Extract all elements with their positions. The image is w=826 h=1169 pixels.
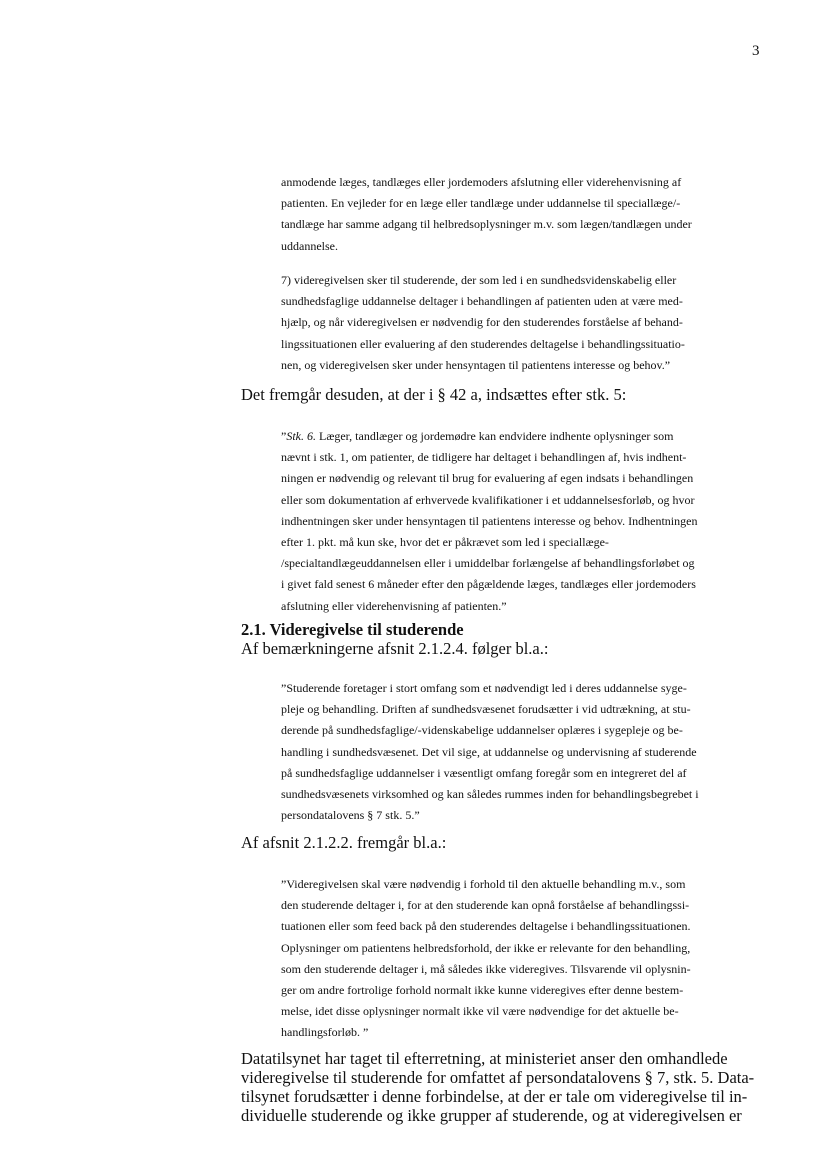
stk-6-text: Læger, tandlæger og jordemødre kan endvidere indhente oplysninger som nævnt i stk. 1, om patienter, de tidligere har deltaget i behandlingen af, hvis indhent- ningen er nødvendig og relevant til brug for evaluering af egen indsats i behandlingen eller som dokumentation af erhvervede kvalifikationer i et uddannelsesforløb, og hvor indhentningen sker under hensyntagen til patientens interesse og behov. Indhentningen efter 1. pkt. må kun ske, hvor det er påkrævet som led i speciallæge- /specialtandlægeuddannelsen eller i umiddelbar forlængelse af behandlingsforløbet og i givet fald senest 6 måneder efter den pågældende læges, tandlæges eller jordemoders afslutning eller viderehenvisning af patienten.” — [281, 429, 698, 613]
body-paragraph-4: Datatilsynet har taget til efterretning, at ministeriet anser den omhandlede videregivelse til studerende for omfattet af persondatalovens § 7, stk. 5. Data- tilsynet forudsætter i denne forbindelse, at der er tale om videregivelse til in- dividuelle studerende og ikke grupper af studerende, og at videregivelsen er — [241, 1049, 755, 1125]
body-paragraph-3: Af afsnit 2.1.2.2. fremgår bl.a.: — [241, 833, 447, 852]
page-number: 3 — [752, 43, 760, 59]
stk-6-label: Stk. 6. — [286, 429, 316, 443]
quote-section-2124: ”Studerende foretager i stort omfang som et nødvendigt led i deres uddannelse syge- pleje og behandling. Driften af sundhedsvæsenet forudsætter i vid udtrækning, at stu- derende på sundhedsfaglige/-videnskabelige uddannelser oplæres i sygepleje og be- handling i sundhedsvæsenet. Det vil sige, at uddannelse og undervisning af studerende på sundhedsfaglige uddannelser i væsentligt omfang foregår som en integreret del af sundhedsvæsenets virksomhed og kan således rummes inden for behandlingsbegrebet i persondatalovens § 7 stk. 5.” — [281, 681, 699, 823]
body-paragraph-2: Af bemærkningerne afsnit 2.1.2.4. følger bl.a.: — [241, 639, 549, 658]
quote-stk-6 — [281, 426, 771, 617]
quote-continuation: anmodende læges, tandlæges eller jordemoders afslutning eller viderehenvisning af patienten. En vejleder for en læge eller tandlæge under uddannelse til speciallæge/- tandlæge har samme adgang til helbredsoplysninger m.v. som lægen/tandlægen under uddannelse. — [281, 175, 692, 253]
quote-open-mark: ” — [281, 429, 287, 443]
quote-item-7: 7) videregivelsen sker til studerende, der som led i en sundhedsvidenskabelig eller sundhedsfaglige uddannelse deltager i behandlingen af patienten uden at være med- hjælp, og når videregivelsen er nødvendig for den studerendes forståelse af behand- lingssituationen eller evaluering af den studerendes deltagelse i behandlingssituatio- nen, og videregivelsen sker under hensyntagen til patientens interesse og behov.” — [281, 273, 685, 372]
body-paragraph-1: Det fremgår desuden, at der i § 42 a, indsættes efter stk. 5: — [241, 385, 627, 404]
section-heading-2-1: 2.1. Videregivelse til studerende — [241, 620, 464, 639]
quote-section-2122: ”Videregivelsen skal være nødvendig i forhold til den aktuelle behandling m.v., som den studerende deltager i, for at den studerende kan opnå forståelse af behandlingssi- tuationen eller som feed back på den studerendes deltagelse i behandlingssituationen. Oplysninger om patientens helbredsforhold, der ikke er relevante for den behandling, som den studerende deltager i, må således ikke videregives. Tilsvarende vil oplysnin- ger om andre fortrolige forhold normalt ikke kunne videregives efter denne bestem- melse, idet disse oplysninger normalt ikke vil være nødvendige for det aktuelle be- handlingsforløb. ” — [281, 877, 691, 1040]
